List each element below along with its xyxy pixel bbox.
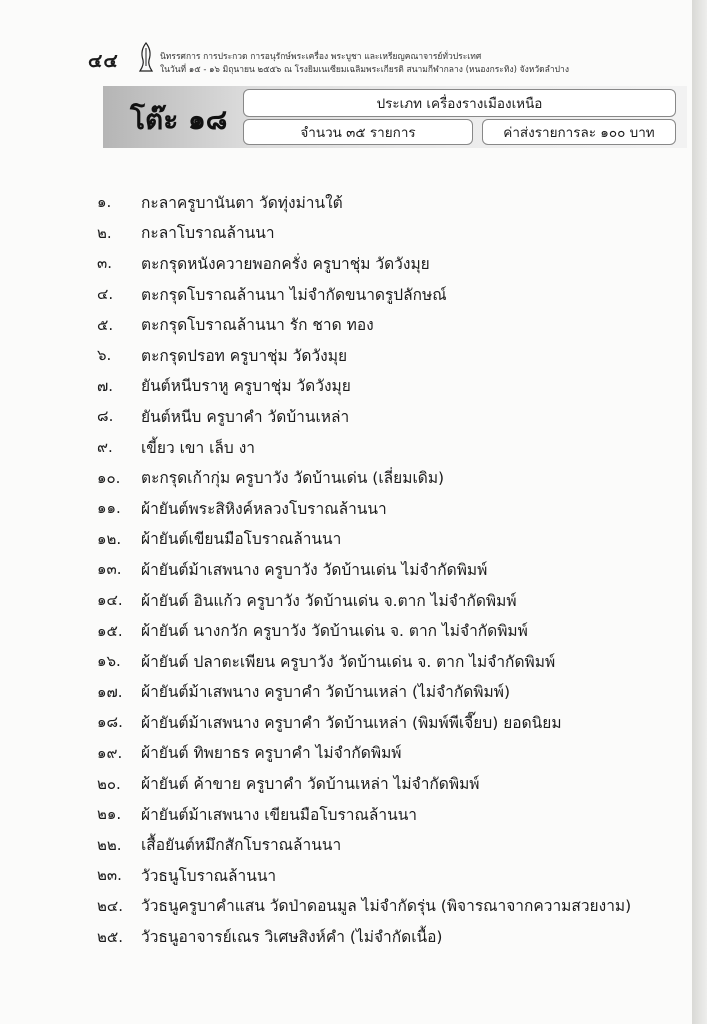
item-text: ผ้ายันต์ ทิพยาธร ครูบาคำ ไม่จำกัดพิมพ์ <box>141 744 402 763</box>
list-item <box>0 707 692 738</box>
list-item <box>0 401 692 432</box>
item-text: ตะกรุดโบราณล้านนา ไม่จำกัดขนาดรูปลักษณ์ <box>141 285 447 304</box>
list-item <box>0 309 692 340</box>
item-number: ๒๐. <box>97 774 121 793</box>
item-text: ผ้ายันต์ม้าเสพนาง ครูบาวัง วัดบ้านเด่น ไม่จำกัดพิมพ์ <box>141 560 488 579</box>
item-number: ๘. <box>97 407 114 426</box>
item-text: วัวธนูครูบาคำแสน วัดป่าดอนมูล ไม่จำกัดรุ่น (พิจารณาจากความสวยงาม) <box>141 897 632 916</box>
page-edge-shadow <box>692 0 707 1024</box>
item-number: ๑๘. <box>97 713 123 732</box>
list-item <box>0 340 692 371</box>
list-item <box>0 432 692 463</box>
header-subtitle: ในวันที่ ๑๕ - ๑๖ มิถุนายน ๒๕๕๖ ณ โรงยิมเนเซียมเฉลิมพระเกียรติ สนามกีฬากลาง (หนองกระทิง) จังหวัดลำปาง <box>160 65 569 75</box>
item-text: ผ้ายันต์ม้าเสพนาง เขียนมือโบราณล้านนา <box>141 805 417 824</box>
emblem-icon <box>138 42 154 72</box>
item-text: ผ้ายันต์ นางกวัก ครูบาวัง วัดบ้านเด่น จ. ตาก ไม่จำกัดพิมพ์ <box>141 622 528 641</box>
list-item <box>0 371 692 402</box>
list-item <box>0 829 692 860</box>
item-text: ยันต์หนีบราหู ครูบาชุ่ม วัดวังมุย <box>141 377 351 396</box>
item-text: เขี้ยว เขา เล็บ งา <box>141 438 255 457</box>
item-number: ๓. <box>97 254 113 273</box>
item-text: ตะกรุดโบราณล้านนา รัก ชาด ทอง <box>141 316 374 335</box>
list-item <box>0 799 692 830</box>
item-number: ๑๗. <box>97 682 123 701</box>
fee-text: ค่าส่งรายการละ ๑๐๐ บาท <box>503 125 655 141</box>
list-item <box>0 585 692 616</box>
page-number: ๔๔ <box>88 50 119 72</box>
item-number: ๒. <box>97 223 112 242</box>
list-item <box>0 218 692 249</box>
item-text: เสื้อยันต์หมึกสักโบราณล้านนา <box>141 836 342 855</box>
item-number: ๑๙. <box>97 743 123 762</box>
item-number: ๑๒. <box>97 529 122 548</box>
item-number: ๗. <box>97 376 114 395</box>
list-item <box>0 524 692 555</box>
item-number: ๒๔. <box>97 896 124 915</box>
item-number: ๒๕. <box>97 927 124 946</box>
count-box <box>243 119 473 145</box>
item-text: ผ้ายันต์เขียนมือโบราณล้านนา <box>141 530 342 549</box>
item-text: วัวธนูอาจารย์เณร วิเศษสิงห์คำ (ไม่จำกัดเนื้อ) <box>141 928 443 947</box>
item-number: ๙. <box>97 438 113 457</box>
item-text: ผ้ายันต์ อินแก้ว ครูบาวัง วัดบ้านเด่น จ.ตาก ไม่จำกัดพิมพ์ <box>141 591 517 610</box>
item-text: ผ้ายันต์พระสิหิงค์หลวงโบราณล้านนา <box>141 499 387 518</box>
item-text: ผ้ายันต์ม้าเสพนาง ครูบาคำ วัดบ้านเหล่า (พิมพ์พีเจี๊ยบ) ยอดนิยม <box>141 713 562 732</box>
item-text: ผ้ายันต์ ปลาตะเพียน ครูบาวัง วัดบ้านเด่น จ. ตาก ไม่จำกัดพิมพ์ <box>141 652 556 671</box>
item-text: ผ้ายันต์ ค้าขาย ครูบาคำ วัดบ้านเหล่า ไม่จำกัดพิมพ์ <box>141 775 480 794</box>
list-item <box>0 921 692 952</box>
item-text: วัวธนูโบราณล้านนา <box>141 866 277 885</box>
list-item <box>0 187 692 218</box>
item-number: ๑๐. <box>97 468 121 487</box>
item-number: ๑๖. <box>97 652 121 671</box>
item-number: ๒๑. <box>97 805 122 824</box>
list-item <box>0 738 692 769</box>
list-item <box>0 860 692 891</box>
list-item <box>0 493 692 524</box>
count-text: จำนวน ๓๕ รายการ <box>300 125 416 141</box>
item-text: ตะกรุดเก้ากุ่ม ครูบาวัง วัดบ้านเด่น (เลี่ยมเดิม) <box>141 469 445 488</box>
fee-box <box>482 119 676 145</box>
list-item <box>0 891 692 922</box>
category-text: ประเภท เครื่องรางเมืองเหนือ <box>376 96 543 112</box>
item-text: ตะกรุดปรอท ครูบาชุ่ม วัดวังมุย <box>141 346 348 365</box>
item-text: ผ้ายันต์ม้าเสพนาง ครูบาคำ วัดบ้านเหล่า (ไม่จำกัดพิมพ์) <box>141 683 511 702</box>
list-item <box>0 248 692 279</box>
item-number: ๑๓. <box>97 560 122 579</box>
item-number: ๖. <box>97 346 112 365</box>
list-item <box>0 554 692 585</box>
item-number: ๒๓. <box>97 866 122 885</box>
item-number: ๑๑. <box>97 499 121 518</box>
item-text: กะลาโบราณล้านนา <box>141 224 275 243</box>
category-box <box>243 89 676 117</box>
list-item <box>0 677 692 708</box>
item-number: ๕. <box>97 315 114 334</box>
item-number: ๔. <box>97 285 114 304</box>
list-item <box>0 768 692 799</box>
header-title: นิทรรศการ การประกวด การอนุรักษ์พระเครื่อง พระบูชา และเหรียญคณาจารย์ทั่วประเทศ <box>160 52 482 62</box>
list-item <box>0 279 692 310</box>
item-text: ยันต์หนีบ ครูบาคำ วัดบ้านเหล่า <box>141 407 350 426</box>
item-number: ๒๒. <box>97 835 122 854</box>
item-number: ๑๔. <box>97 591 123 610</box>
list-item <box>0 646 692 677</box>
list-item <box>0 615 692 646</box>
item-number: ๑. <box>97 193 112 212</box>
item-text: กะลาครูบานันตา วัดทุ่งม่านใต้ <box>141 193 343 212</box>
item-number: ๑๕. <box>97 621 123 640</box>
table-label: โต๊ะ ๑๘ <box>130 103 228 136</box>
item-list <box>0 187 692 952</box>
item-text: ตะกรุดหนังควายพอกครั่ง ครูบาชุ่ม วัดวังมุย <box>141 254 430 273</box>
list-item <box>0 462 692 493</box>
